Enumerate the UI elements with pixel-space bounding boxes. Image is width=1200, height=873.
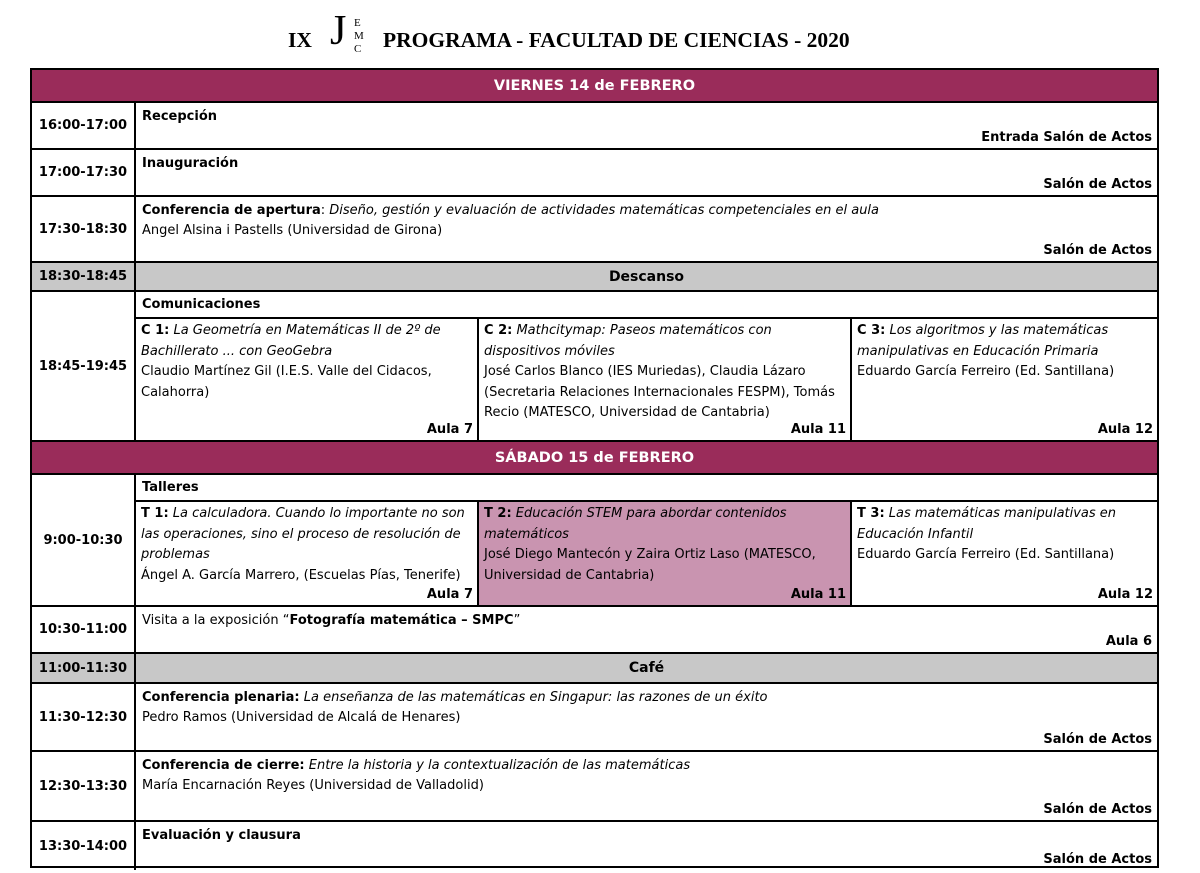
talk-code: T 1: — [141, 506, 169, 521]
talk-line — [142, 688, 768, 708]
session-cell — [136, 103, 1157, 148]
subsessions — [136, 317, 1157, 440]
talk-title: Los algoritmos y las matemáticas — [889, 323, 1109, 338]
jemc-logo — [330, 8, 370, 64]
talk-code: T 3: — [857, 506, 885, 521]
speaker: Ángel A. García Marrero, (Escuelas Pías, Tenerife) — [141, 567, 461, 583]
day-banner-saturday: SÁBADO 15 de FEBRERO — [32, 442, 1157, 475]
row-clausura — [32, 822, 1157, 870]
talk-title: dispositivos móviles — [484, 343, 615, 359]
talk-code: C 1: — [141, 323, 170, 338]
visit-prefix: Visita a la exposición “ — [142, 613, 290, 628]
speaker: Recio (MATESCO, Universidad de Cantabria) — [484, 405, 770, 420]
session-cell — [136, 475, 1157, 605]
break-label: Café — [136, 654, 1157, 682]
subsessions — [136, 500, 1157, 605]
session-cell — [136, 197, 1157, 261]
program-table — [30, 68, 1159, 868]
logo-letter-m: M — [354, 30, 364, 42]
room-label: Salón de Actos — [1043, 802, 1152, 817]
row-conferencia-apertura — [32, 197, 1157, 263]
time-cell: 10:30-11:00 — [32, 607, 136, 652]
talk-separator: : — [320, 203, 330, 218]
talk-title: La enseñanza de las matemáticas en Singapur: las razones de un éxito — [303, 690, 768, 705]
break-label: Descanso — [136, 263, 1157, 290]
talk-title: Bachillerato ... con GeoGebra — [141, 343, 333, 359]
talk-title: Educación Infantil — [857, 526, 974, 542]
exhibit-title: Fotografía matemática – SMPC — [289, 613, 514, 628]
session-cell — [136, 752, 1157, 820]
time-cell: 18:45-19:45 — [32, 292, 136, 440]
workshop-t1 — [136, 502, 477, 605]
room-label: Salón de Actos — [1043, 852, 1152, 867]
session-heading: Comunicaciones — [142, 297, 261, 312]
talk-title: matemáticos — [484, 526, 569, 542]
time-cell: 17:30-18:30 — [32, 197, 136, 261]
session-cell — [136, 684, 1157, 750]
room-label: Aula 12 — [1097, 587, 1153, 602]
talk-title: Las matemáticas manipulativas en — [888, 506, 1117, 521]
time-cell: 13:30-14:00 — [32, 822, 136, 870]
edition-label: IX — [288, 28, 312, 52]
time-cell: 11:30-12:30 — [32, 684, 136, 750]
row-conferencia-plenaria — [32, 684, 1157, 752]
talk-title: Diseño, gestión y evaluación de actividades matemáticas competenciales en el aula — [329, 203, 880, 218]
visit-line — [142, 611, 520, 631]
workshop-t3 — [850, 502, 1157, 605]
row-cafe — [32, 654, 1157, 684]
talk-title: Educación STEM para abordar contenidos — [515, 506, 787, 521]
talk-title: las operaciones, sino el proceso de resolución de — [141, 526, 461, 542]
room-label: Entrada Salón de Actos — [981, 130, 1152, 145]
speaker: María Encarnación Reyes (Universidad de Valladolid) — [142, 778, 484, 793]
speaker: José Diego Mantecón y Zaira Ortiz Laso (MATESCO, — [484, 547, 816, 562]
talk-line — [142, 756, 690, 776]
time-cell: 17:00-17:30 — [32, 150, 136, 195]
talk-type: Conferencia de apertura — [142, 203, 321, 218]
speaker: Pedro Ramos (Universidad de Alcalá de Henares) — [142, 710, 461, 725]
talk-type: Conferencia de cierre: — [142, 758, 305, 773]
page-header — [0, 8, 1200, 64]
speaker: Claudio Martínez Gil (I.E.S. Valle del Cidacos, — [141, 364, 432, 379]
speaker: Calahorra) — [141, 384, 210, 400]
speaker: Eduardo García Ferreiro (Ed. Santillana) — [857, 364, 1115, 379]
talk-code: C 3: — [857, 323, 886, 338]
session-title: Evaluación y clausura — [142, 828, 301, 843]
communication-c3 — [850, 319, 1157, 440]
room-label: Aula 7 — [426, 587, 473, 602]
logo-letter-c: C — [354, 43, 362, 55]
talk-code: T 2: — [484, 506, 512, 521]
time-cell: 11:00-11:30 — [32, 654, 136, 682]
room-label: Aula 12 — [1097, 422, 1153, 437]
talk-title: manipulativas en Educación Primaria — [857, 343, 1099, 359]
room-label: Aula 7 — [426, 422, 473, 437]
row-conferencia-cierre — [32, 752, 1157, 822]
row-inauguracion — [32, 150, 1157, 197]
row-descanso — [32, 263, 1157, 292]
talk-title: Entre la historia y la contextualización de las matemáticas — [308, 758, 691, 773]
room-label: Aula 11 — [790, 587, 846, 602]
speaker: Universidad de Cantabria) — [484, 567, 655, 583]
time-cell: 9:00-10:30 — [32, 475, 136, 605]
talk-title: La Geometría en Matemáticas II de 2º de — [173, 323, 441, 338]
talk-type: Conferencia plenaria: — [142, 690, 300, 705]
room-label: Salón de Actos — [1043, 243, 1152, 258]
room-label: Salón de Actos — [1043, 732, 1152, 747]
row-talleres — [32, 475, 1157, 607]
session-cell — [136, 292, 1157, 440]
row-comunicaciones — [32, 292, 1157, 442]
speaker: Eduardo García Ferreiro (Ed. Santillana) — [857, 547, 1115, 562]
session-title: Recepción — [142, 109, 218, 124]
speaker: José Carlos Blanco (IES Muriedas), Claudia Lázaro — [484, 364, 806, 379]
speaker: Angel Alsina i Pastells (Universidad de Girona) — [142, 223, 443, 238]
row-recepcion — [32, 103, 1157, 150]
day-banner-friday: VIERNES 14 de FEBRERO — [32, 70, 1157, 103]
talk-title: La calculadora. Cuando lo importante no son — [172, 506, 465, 521]
talk-title: problemas — [141, 547, 210, 562]
speaker: (Secretaria Relaciones Internacionales FESPM), Tomás — [484, 384, 835, 400]
session-cell — [136, 822, 1157, 870]
time-cell: 18:30-18:45 — [32, 263, 136, 290]
time-cell: 12:30-13:30 — [32, 752, 136, 820]
talk-title: Mathcitymap: Paseos matemáticos con — [516, 323, 772, 338]
time-cell: 16:00-17:00 — [32, 103, 136, 148]
room-label: Aula 11 — [790, 422, 846, 437]
visit-suffix: ” — [513, 613, 521, 628]
room-label: Aula 6 — [1105, 634, 1152, 649]
communication-c1 — [136, 319, 477, 440]
session-heading: Talleres — [142, 480, 199, 495]
row-visita — [32, 607, 1157, 654]
communication-c2 — [477, 319, 850, 440]
session-cell — [136, 607, 1157, 652]
logo-letter-j: J — [330, 8, 347, 54]
talk-line — [142, 201, 879, 221]
room-label: Salón de Actos — [1043, 177, 1152, 192]
session-title: Inauguración — [142, 156, 239, 171]
workshop-t2 — [477, 502, 850, 605]
talk-code: C 2: — [484, 323, 513, 338]
session-cell — [136, 150, 1157, 195]
logo-letter-e: E — [354, 17, 361, 29]
page-title: PROGRAMA - FACULTAD DE CIENCIAS - 2020 — [383, 28, 850, 52]
